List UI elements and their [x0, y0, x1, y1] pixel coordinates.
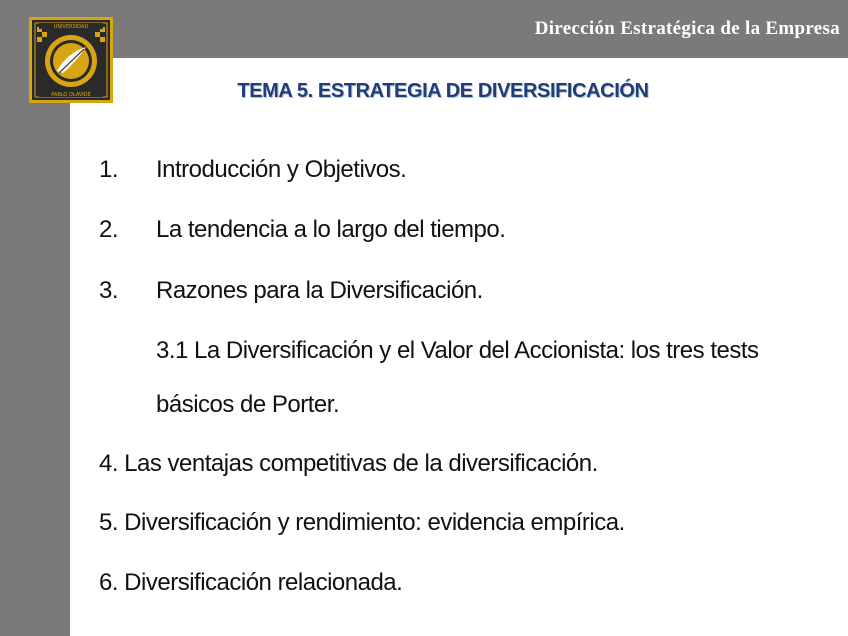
- list-item: [99, 216, 505, 244]
- list-item: 4. Las ventajas competitivas de la diversificación.: [99, 450, 598, 477]
- list-item: 5. Diversificación y rendimiento: evidencia empírica.: [99, 509, 625, 536]
- list-text: Introducción y Objetivos.: [156, 156, 407, 183]
- list-number: 1.: [99, 156, 119, 183]
- list-number: 2.: [99, 216, 119, 243]
- list-item: [99, 156, 406, 184]
- list-text: Razones para la Diversificación.: [156, 277, 483, 304]
- list-text: La tendencia a lo largo del tiempo.: [156, 216, 506, 243]
- sub-list-item-line-2: básicos de Porter.: [156, 391, 340, 418]
- sub-list-item-line-1: 3.1 La Diversificación y el Valor del Accionista: los tres tests: [156, 337, 759, 364]
- list-number: 3.: [99, 277, 119, 304]
- svg-text:PABLO OLAVIDE: PABLO OLAVIDE: [51, 92, 91, 98]
- list-item: 6. Diversificación relacionada.: [99, 569, 403, 596]
- slide-title: TEMA 5. ESTRATEGIA DE DIVERSIFICACIÓN: [237, 80, 649, 102]
- svg-text:UNIVERSIDAD: UNIVERSIDAD: [53, 24, 89, 30]
- header-title: Dirección Estratégica de la Empresa: [534, 18, 840, 39]
- list-item: [99, 277, 483, 305]
